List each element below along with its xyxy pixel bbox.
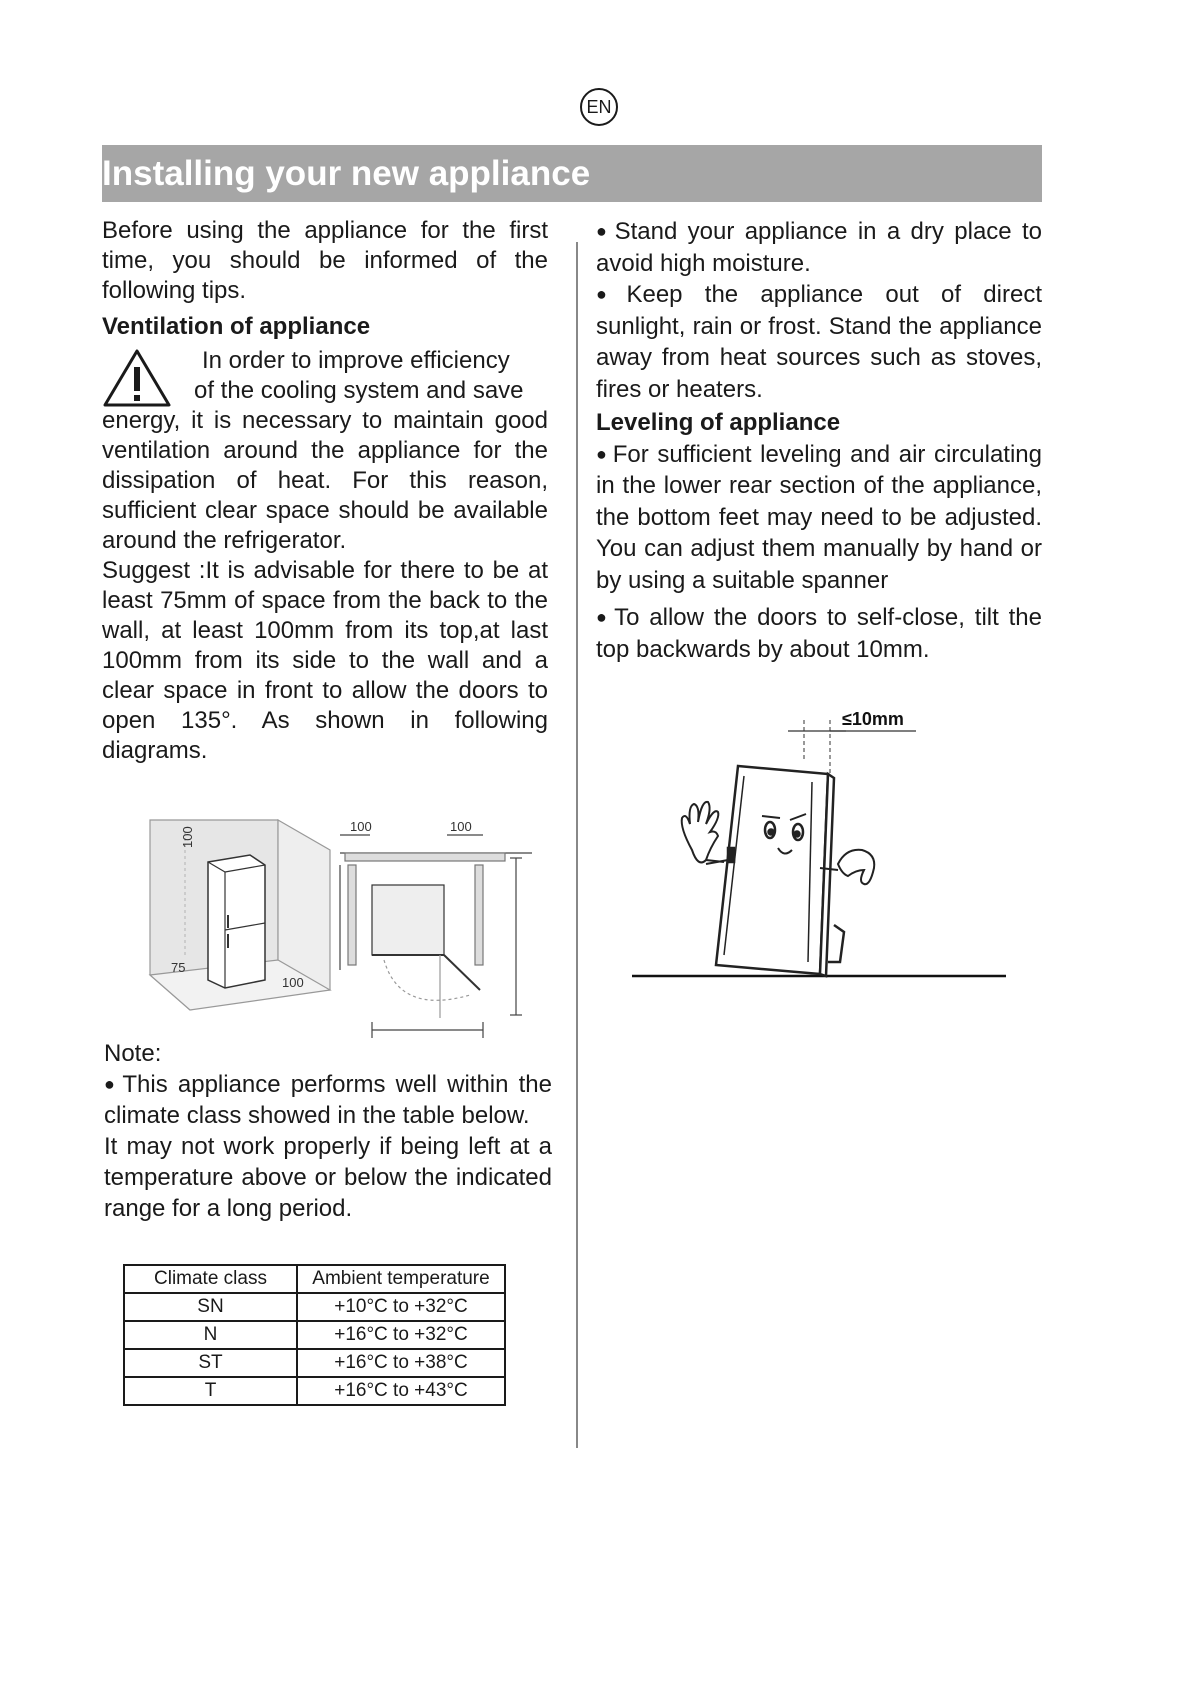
plan-view <box>340 835 532 1038</box>
intro-text: Before using the appliance for the first time, you should be informed of the following tips. <box>102 217 548 304</box>
climate-class-cell: N <box>124 1321 297 1349</box>
plan-label-left: 100 <box>350 819 372 834</box>
temperature-cell: +16°C to +32°C <box>297 1321 505 1349</box>
note-line-1: ● This appliance performs well within the climate class showed in the table below. <box>104 1069 552 1131</box>
label-back-clearance: 75 <box>171 960 186 975</box>
page-title: Installing your new appliance <box>102 145 1042 202</box>
tilt-illustration <box>620 700 1020 980</box>
sunlight-text: ● Keep the appliance out of direct sunlight, rain or frost. Stand the appliance away from heat sources such as stoves, fires or heaters. <box>596 279 1042 405</box>
waving-hand <box>682 802 724 863</box>
table-row <box>124 1377 505 1405</box>
temperature-cell: +16°C to +38°C <box>297 1349 505 1377</box>
label-side-clearance: 100 <box>282 975 304 990</box>
header-climate-class: Climate class <box>124 1265 297 1293</box>
climate-class-table <box>123 1264 506 1406</box>
clearance-diagram <box>140 810 560 1040</box>
suggest-text: Suggest :It is advisable for there to be at least 75mm of space from the back to the wall, at least 100mm from its top,at last 100mm from its side to the wall and a clear space in front to allow the doors to open 135°. As shown in following diagrams. <box>102 557 548 764</box>
language-badge: EN <box>580 88 618 126</box>
label-top-clearance: 100 <box>180 826 195 848</box>
climate-class-cell: ST <box>124 1349 297 1377</box>
ventilation-heading: Ventilation of appliance <box>102 313 371 340</box>
right-column <box>596 216 1042 665</box>
table-header-row <box>124 1265 505 1293</box>
ventilation-line-2: of the cooling system and save <box>194 377 524 404</box>
ventilation-line-1: In order to improve efficiency <box>202 347 510 374</box>
ventilation-text: energy, it is necessary to maintain good ventilation around the appliance for the dissipation of heat. For this reason, sufficient clear space should be available around the refrigerator. <box>102 407 548 554</box>
climate-class-cell: T <box>124 1377 297 1405</box>
plan-label-right: 100 <box>450 819 472 834</box>
climate-class-cell: SN <box>124 1293 297 1321</box>
table-row <box>124 1321 505 1349</box>
temperature-cell: +16°C to +43°C <box>297 1377 505 1405</box>
note-heading: Note: <box>104 1040 162 1067</box>
table-row <box>124 1293 505 1321</box>
ventilation-block <box>102 346 548 556</box>
tilt-label: ≤10mm <box>842 709 904 729</box>
left-column <box>102 216 548 766</box>
header-ambient-temperature: Ambient temperature <box>297 1265 505 1293</box>
dry-place-text: ● Stand your appliance in a dry place to avoid high moisture. <box>596 216 1042 279</box>
column-divider <box>576 242 578 1448</box>
note-block <box>104 1038 552 1224</box>
leveling-heading: Leveling of appliance <box>596 409 841 436</box>
temperature-cell: +10°C to +32°C <box>297 1293 505 1321</box>
note-line-2: It may not work properly if being left at a temperature above or below the indicated range for a long period. <box>104 1133 552 1222</box>
leveling-text: ● For sufficient leveling and air circulating in the lower rear section of the appliance, the bottom feet may need to be adjusted. You can adjust them manually by hand or by using a suitable spanner <box>596 439 1042 597</box>
self-close-text: ● To allow the doors to self-close, tilt the top backwards by about 10mm. <box>596 602 1042 665</box>
table-row <box>124 1349 505 1377</box>
warning-icon <box>102 348 172 408</box>
tilted-fridge <box>706 766 844 976</box>
pointing-hand <box>838 850 874 884</box>
